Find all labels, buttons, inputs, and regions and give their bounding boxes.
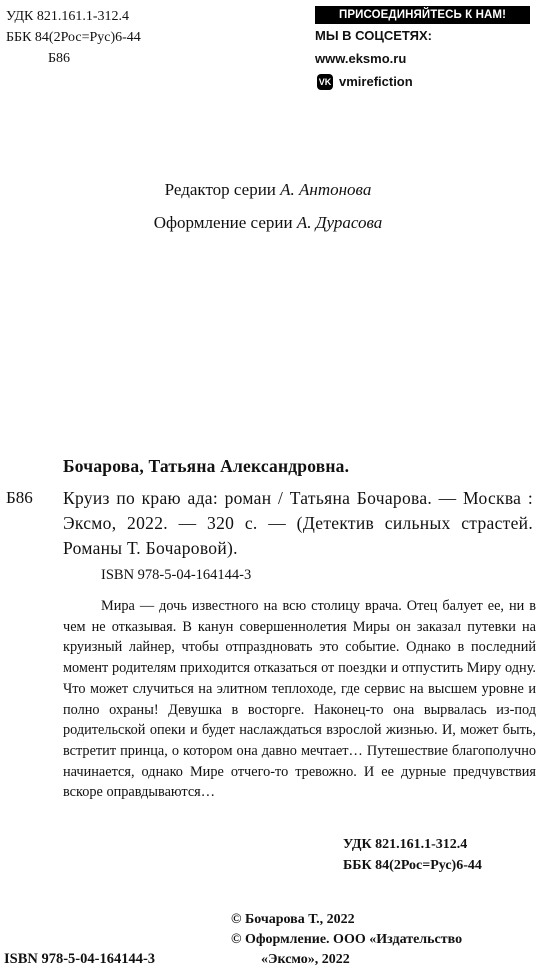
copyright-author: © Бочарова Т., 2022 [231, 912, 355, 927]
editor-label: Редактор серии [164, 180, 276, 199]
social-title: МЫ В СОЦСЕТЯХ: [315, 28, 433, 43]
social-vk-handle: vmirefiction [339, 74, 413, 89]
catalog-author: Бочарова, Татьяна Александровна. [63, 456, 350, 476]
social-vk-row[interactable] [315, 71, 530, 93]
design-label: Оформление серии [153, 213, 293, 232]
social-website[interactable]: www.eksmo.ru [315, 51, 407, 66]
footer-classification [343, 834, 482, 876]
footer-isbn: ISBN 978-5-04-164144-3 [4, 951, 156, 967]
design-name: А. Дурасова [296, 213, 383, 232]
annotation [63, 596, 536, 803]
copyright-block [231, 910, 534, 970]
social-block [315, 6, 530, 93]
copyright-design: © Оформление. ООО «Издательство [231, 932, 463, 947]
editor-credit [0, 180, 536, 200]
design-credit [0, 213, 536, 233]
social-banner: ПРИСОЕДИНЯЙТЕСЬ К НАМ! [315, 6, 530, 24]
footer-bbk: ББК 84(2Рос=Рус)6-44 [343, 858, 482, 873]
header-code: Б86 [48, 51, 71, 66]
header-udk: УДК 821.161.1-312.4 [6, 9, 130, 24]
header-bbk: ББК 84(2Рос=Рус)6-44 [6, 30, 141, 45]
catalog-isbn: ISBN 978-5-04-164144-3 [101, 567, 252, 583]
editor-name: А. Антонова [280, 180, 372, 199]
footer-udk: УДК 821.161.1-312.4 [343, 837, 468, 852]
vk-icon: VK [317, 74, 333, 90]
copyright-design-cont: «Эксмо», 2022 [261, 952, 350, 967]
header-classification [6, 6, 141, 69]
catalog-code: Б86 [6, 488, 33, 507]
annotation-text: Мира — дочь известного на всю столицу врача. Отец балует ее, ни в чем не отказывая. В канун совершеннолетия Миры он заказал путевки на круизный лайнер, чтобы отпраздновать это событие. Однако в последний момент родителям приходится отказаться от поездки и отпустить Миру одну. Что может случиться на элитном теплоходе, где сервис на высшем уровне и полно охраны! Девушка в восторге. Наконец-то она вырвалась из-под родительской опеки и будет наслаждаться взрослой жизнью. И, может быть, встретит принца, о котором она давно мечтает… Путешествие благополучно начинается, однако Мире отчего-то тревожно. И ее дурные предчувствия вскоре оправдываются… [63, 598, 536, 801]
catalog-description: Круиз по краю ада: роман / Татьяна Бочарова. — Москва : Эксмо, 2022. — 320 с. — (Детектив сильных страстей. Романы Т. Бочаровой). [63, 488, 533, 558]
